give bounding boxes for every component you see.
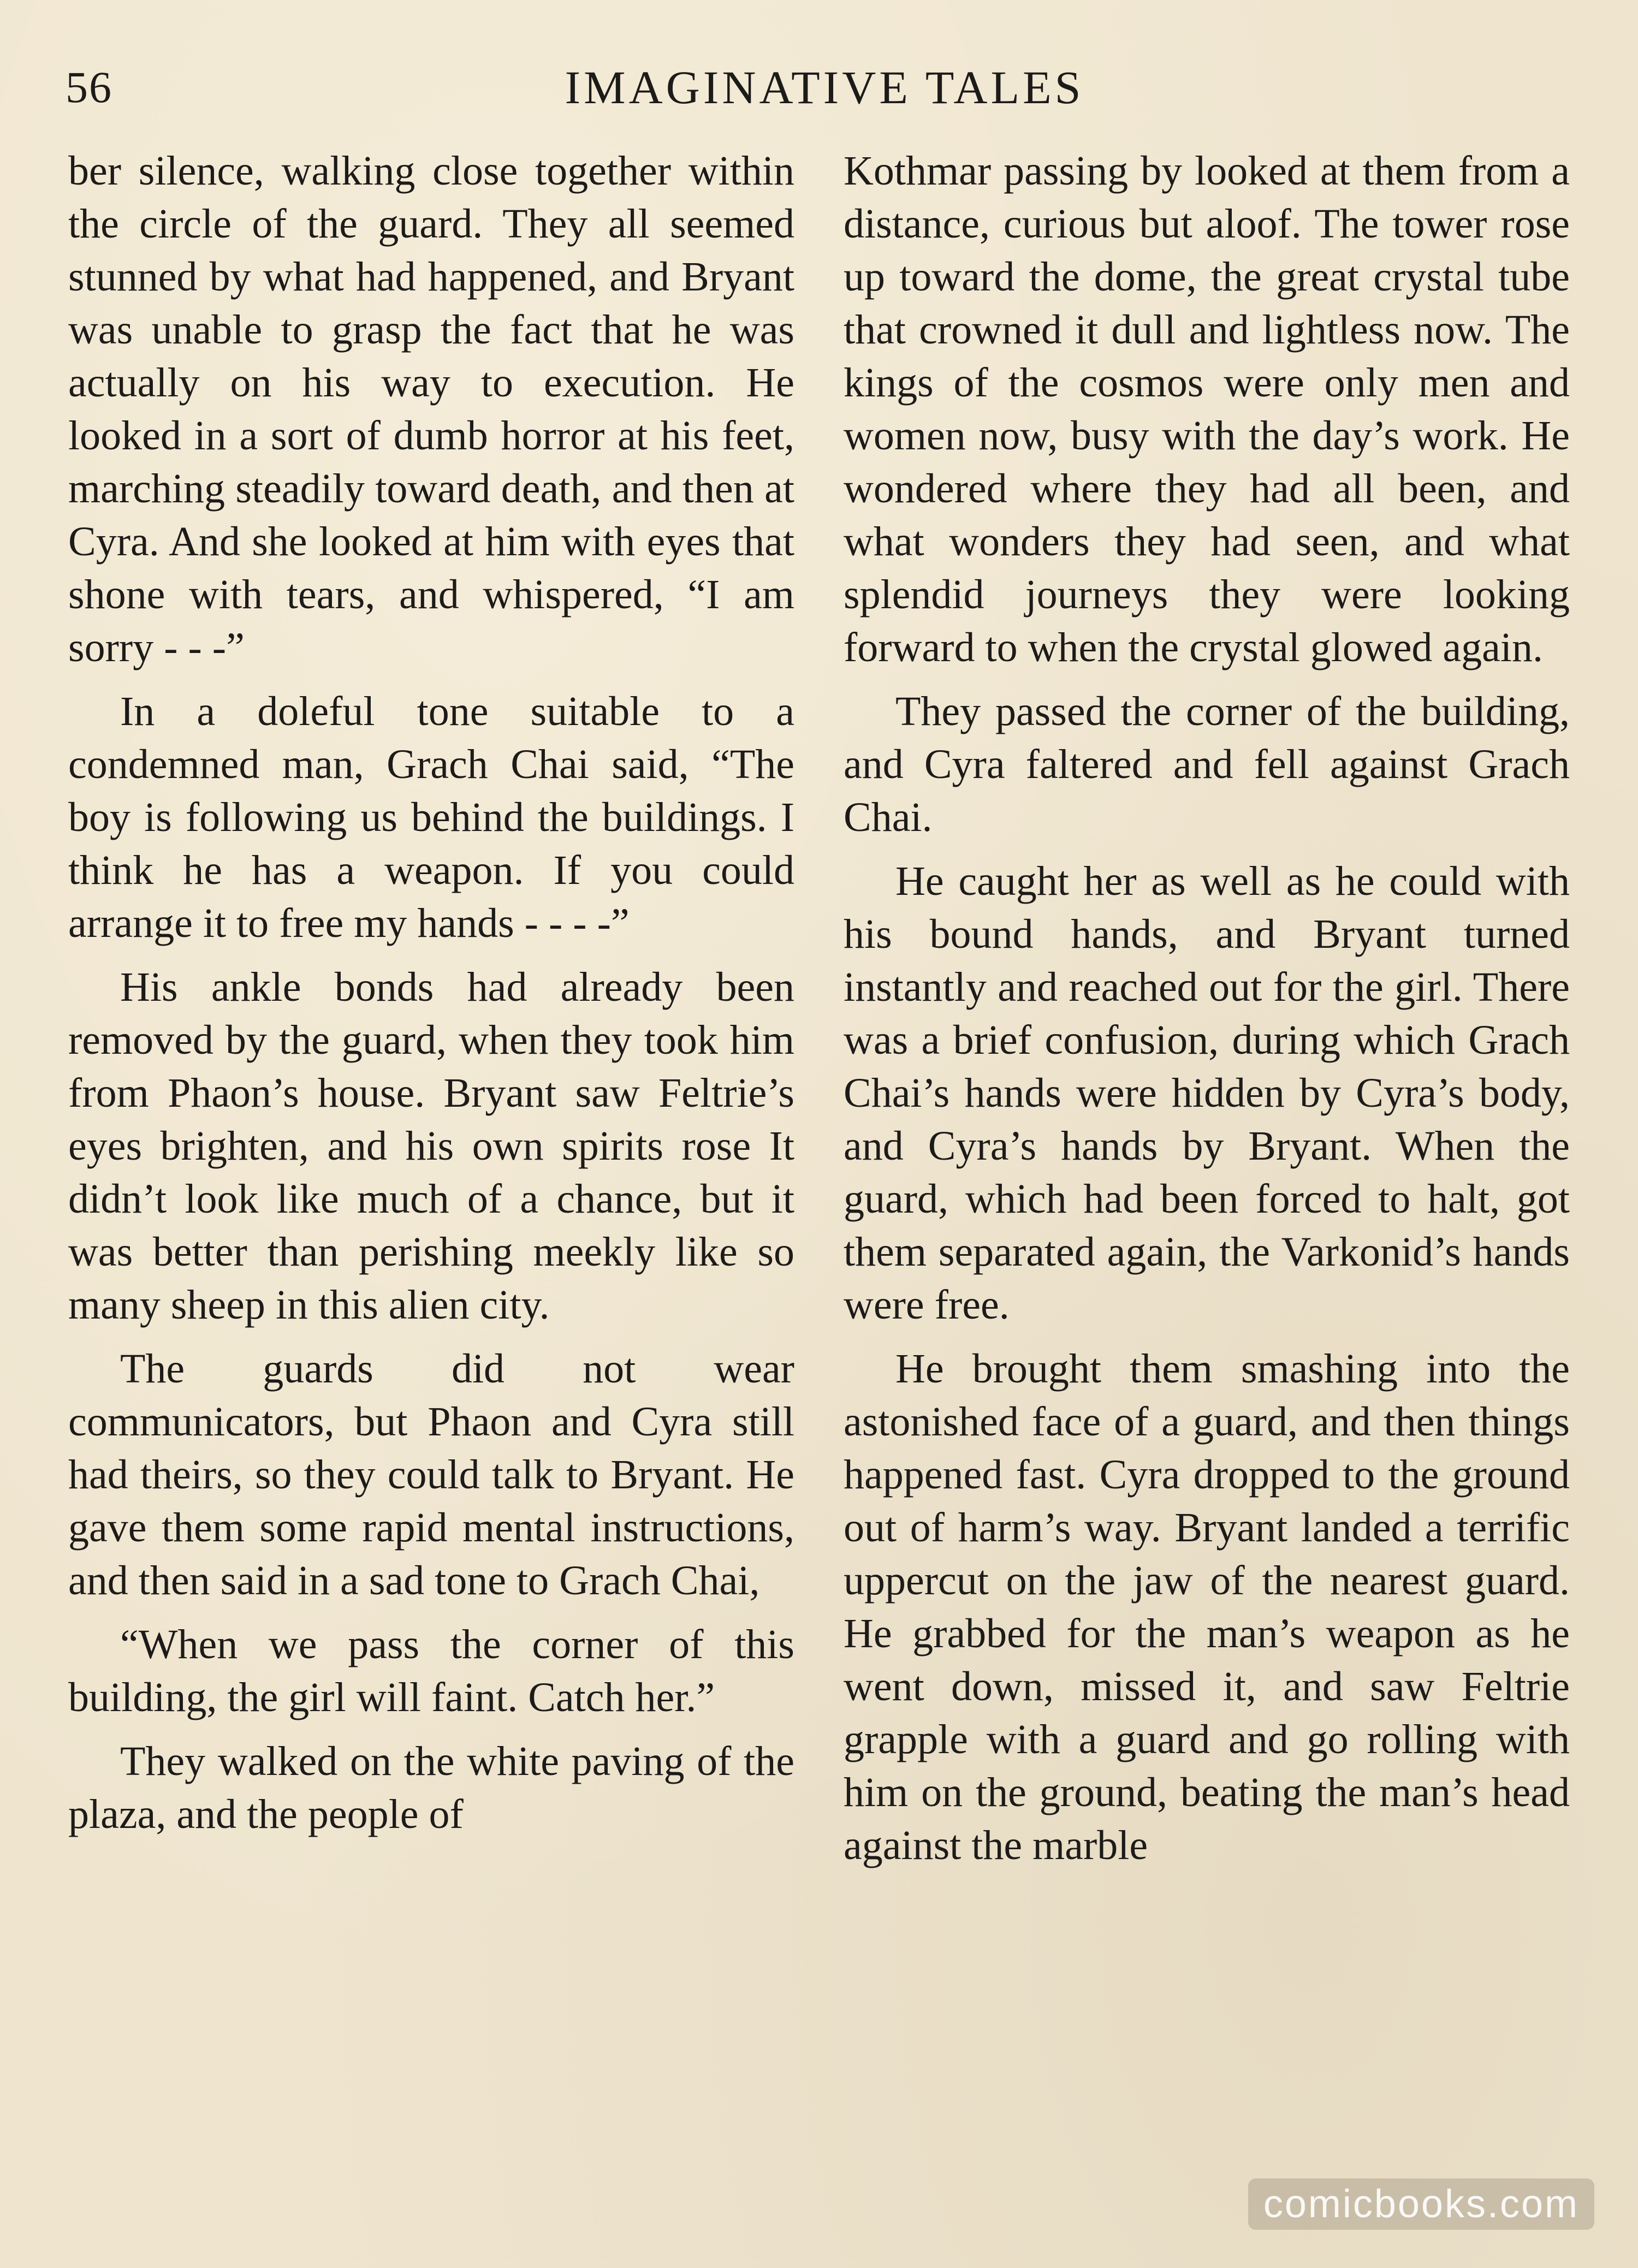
right-paragraph-4: He brought them smashing into the astonished face of a guard, and then things happened fast. Cyra dropped to the ground out of harm’s way. Bryant landed a terrific uppercut on the jaw of the nearest guard. He grabbed for the man’s weapon as he went down, missed it, and saw Feltrie grapple with a guard and go rolling with him on the ground, beating the man’s head against the marble	[844, 1346, 1570, 1868]
watermark: comicbooks.com	[1248, 2178, 1594, 2230]
right-paragraph-3: He caught her as well as he could with his bound hands, and Bryant turned instantly and reached out for the girl. There was a brief confusion, during which Grach Chai’s hands were hidden by Cyra’s body, and Cyra’s hands by Bryant. When the guard, which had been forced to halt, got them separated again, the Varkonid’s hands were free.	[844, 858, 1570, 1328]
left-paragraph-3: His ankle bonds had already been removed by the guard, when they took him from Phaon’s house. Bryant saw Feltrie’s eyes brighten, and his own spirits rose It didn’t look like much of a chance, but it was better than perishing meekly like so many sheep in this alien city.	[68, 964, 794, 1328]
left-paragraph-2: In a doleful tone suitable to a condemned man, Grach Chai said, “The boy is following us behind the buildings. I think he has a weapon. If you could arrange it to free my hands - - - -”	[68, 688, 794, 946]
left-paragraph-4: The guards did not wear communicators, but Phaon and Cyra still had theirs, so they could talk to Bryant. He gave them some rapid mental instructions, and then said in a sad tone to Grach Chai,	[68, 1346, 794, 1604]
left-paragraph-1: ber silence, walking close together within the circle of the guard. They all seemed stunned by what had happened, and Bryant was unable to grasp the fact that he was actually on his way to execution. He looked in a sort of dumb horror at his feet, marching steadily toward death, and then at Cyra. And she looked at him with eyes that shone with tears, and whispered, “I am sorry - - -”	[68, 148, 794, 670]
left-paragraph-5: “When we pass the corner of this building, the girl will faint. Catch her.”	[68, 1622, 794, 1720]
page-header	[66, 55, 1583, 120]
left-paragraph-6: They walked on the white paving of the plaza, and the people of	[68, 1738, 794, 1837]
running-title: IMAGINATIVE TALES	[565, 61, 1084, 114]
right-paragraph-1: Kothmar passing by looked at them from a distance, curious but aloof. The tower rose up toward the dome, the great crystal tube that crowned it dull and lightless now. The kings of the cosmos were only men and women now, busy with the day’s work. He wondered where they had all been, and what wonders they had seen, and what splendid journeys they were looking forward to when the crystal glowed again.	[844, 148, 1570, 670]
left-column	[68, 145, 794, 1852]
right-paragraph-2: They passed the corner of the building, and Cyra faltered and fell against Grach Chai.	[844, 688, 1570, 840]
page-number: 56	[66, 62, 112, 112]
right-column	[844, 145, 1570, 1883]
